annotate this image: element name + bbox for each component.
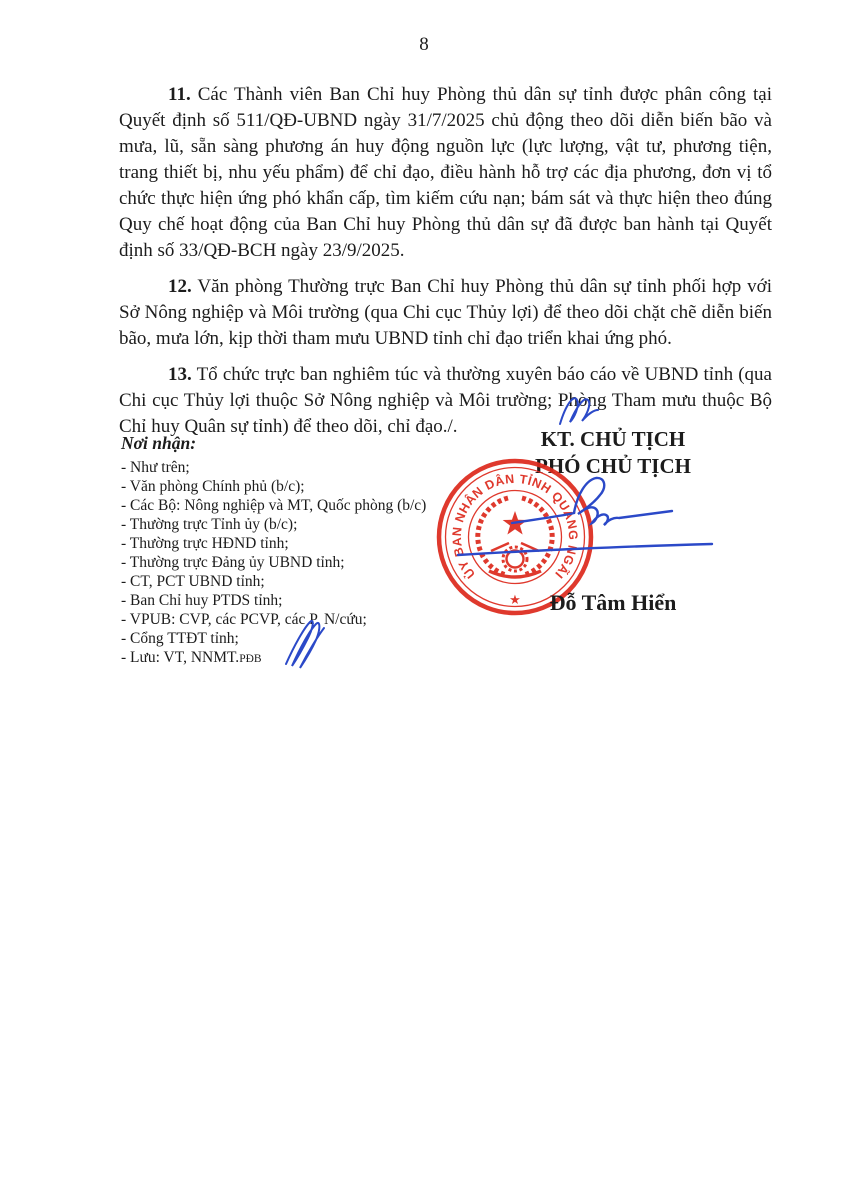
- signer-title-line1: KT. CHỦ TỊCH: [540, 427, 686, 451]
- seal-bottom-star-icon: ★: [509, 592, 521, 607]
- paragraph-text: Văn phòng Thường trực Ban Chỉ huy Phòng thủ dân sự tỉnh phối hợp với Sở Nông nghiệp và Môi trường (qua Chi cục Thủy lợi) để theo dõi chặt chẽ diễn biến bão, mưa lớn, kịp thời tham mưu UBND tỉnh chỉ đạo triển khai ứng phó.: [119, 276, 772, 349]
- page-number: 8: [419, 34, 429, 55]
- paragraph-11: [119, 82, 772, 264]
- recipient-item: - Thường trực HĐND tỉnh;: [121, 535, 289, 552]
- recipients-heading: Nơi nhận:: [121, 433, 197, 453]
- paragraph-number: 13.: [168, 364, 192, 385]
- signer-name: Đỗ Tâm Hiển: [549, 590, 677, 615]
- document-body: [119, 82, 772, 450]
- recipient-item: - Thường trực Tỉnh ủy (b/c);: [121, 516, 298, 533]
- recipient-item: - Thường trực Đảng ủy UBND tỉnh;: [121, 554, 345, 571]
- signer-title-line2: PHÓ CHỦ TỊCH: [535, 454, 691, 478]
- recipient-item: - VPUB: CVP, các PCVP, các P. N/cứu;: [121, 611, 367, 628]
- paragraph-number: 11.: [168, 84, 191, 105]
- clerk-paraph-icon: [276, 616, 332, 672]
- recipient-luu-main: - Lưu: VT, NNMT.: [121, 649, 240, 666]
- recipient-item: - Ban Chỉ huy PTDS tỉnh;: [121, 592, 283, 609]
- recipient-item: - Văn phòng Chính phủ (b/c);: [121, 478, 305, 495]
- paragraph-text: Các Thành viên Ban Chỉ huy Phòng thủ dân sự tỉnh được phân công tại Quyết định số 511/QĐ-UBND ngày 31/7/2025 chủ động theo dõi diễn biến bão và mưa, lũ, sẵn sàng phương án huy động nguồn lực (lực lượng, vật tư, phương tiện, trang thiết bị, nhu yếu phẩm) để chỉ đạo, điều hành hỗ trợ các địa phương, đơn vị tổ chức thực hiện ứng phó khẩn cấp, tìm kiếm cứu nạn; bám sát và thực hiện theo đúng Quy chế hoạt động của Ban Chỉ huy Phòng thủ dân sự đã được ban hành tại Quyết định số 33/QĐ-BCH ngày 23/9/2025.: [119, 84, 772, 261]
- initials-paraph-icon: [552, 388, 602, 428]
- recipient-item: - Các Bộ: Nông nghiệp và MT, Quốc phòng (b/c): [121, 497, 427, 514]
- recipient-item: - Như trên;: [121, 459, 190, 476]
- paragraph-number: 12.: [168, 276, 192, 297]
- paragraph-text: Tổ chức trực ban nghiêm túc và thường xuyên báo cáo về UBND tỉnh (qua Chi cục Thủy lợi thuộc Sở Nông nghiệp và Môi trường; Phòng Tham mưu thuộc Bộ Chỉ huy Quân sự tỉnh) để theo dõi, chỉ đạo./.: [119, 364, 772, 437]
- signature-ink-icon: [450, 465, 720, 565]
- paragraph-12: [119, 274, 772, 352]
- recipient-item: - Cổng TTĐT tỉnh;: [121, 630, 239, 647]
- recipient-luu-small: PĐB: [239, 653, 262, 665]
- seal-arc-text: ỦY BAN NHÂN DÂN TỈNH QUẢNG NGÃI: [449, 471, 581, 582]
- recipient-item: - CT, PCT UBND tỉnh;: [121, 573, 265, 590]
